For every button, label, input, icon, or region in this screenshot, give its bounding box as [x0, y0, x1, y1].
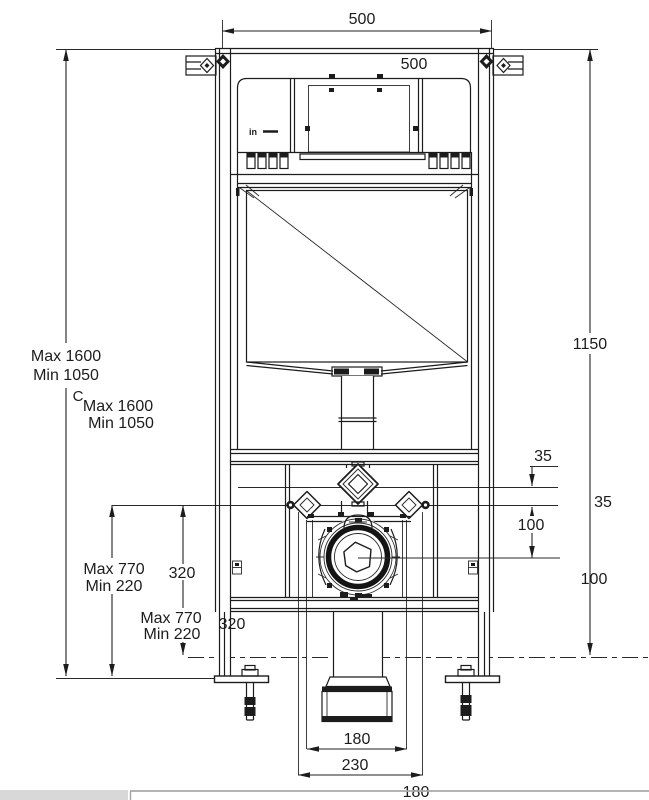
- dim-label-outlet-min: Min 220: [85, 578, 143, 595]
- dim-label-offset-320: 320: [168, 565, 196, 582]
- dim-label-offset-320-ghost: 320: [218, 616, 246, 633]
- dim-label-flush-gap-35-ghost: 35: [594, 494, 612, 511]
- dim-label-height-overall: 1150: [572, 336, 608, 353]
- dim-label-outlet-min-ghost: Min 220: [143, 626, 201, 643]
- foot-plate-left: [215, 676, 269, 683]
- waste-pipe-lower: [322, 612, 392, 722]
- dim-label-bolt-span-180: 180: [343, 731, 371, 748]
- dimension-labels: [31, 11, 612, 800]
- rail-clip-left: [233, 561, 242, 574]
- dim-label-flush-gap-35: 35: [534, 448, 552, 465]
- top-cross-rail: [215, 49, 494, 54]
- bottom-gray-bar: [0, 790, 128, 800]
- access-box: [237, 74, 471, 153]
- dim-label-frame-max: Max 1600: [30, 348, 102, 365]
- dim-label-outlet-max: Max 770: [83, 561, 145, 578]
- dim-label-outlet-max-ghost: Max 770: [140, 610, 202, 627]
- dim-label-drain-span-230: 230: [341, 757, 369, 774]
- tank-diagonal: [247, 191, 467, 362]
- left-rail: [216, 48, 231, 677]
- dim-label-drain-gap-100-ghost: 100: [580, 571, 608, 588]
- rail-clip-right: [469, 561, 478, 574]
- flush-pipe: [339, 376, 377, 450]
- floor-anchors: [215, 666, 500, 721]
- dim-label-drain-gap-100: 100: [517, 517, 545, 534]
- right-rail: [479, 48, 494, 677]
- dim-label-frame-min-ghost: Min 1050: [88, 415, 154, 432]
- wall-bracket-left: [186, 54, 230, 75]
- dim-label-frame-max-ghost: Max 1600: [82, 398, 154, 415]
- wall-bracket-right: [480, 54, 524, 75]
- foot-plate-right: [446, 676, 500, 683]
- flush-bend-fitting: [338, 462, 378, 506]
- brand-mark: in: [249, 127, 257, 137]
- dim-label-bolt-span-180-ghost: 180: [402, 784, 430, 800]
- bottom-bar: [0, 790, 649, 800]
- section-label-c: C: [72, 388, 84, 405]
- dim-label-width-top: 500: [348, 11, 376, 28]
- dim-label-width-top-ghost: 500: [400, 56, 428, 73]
- clip-row: [231, 154, 478, 175]
- dim-label-frame-min: Min 1050: [33, 367, 99, 384]
